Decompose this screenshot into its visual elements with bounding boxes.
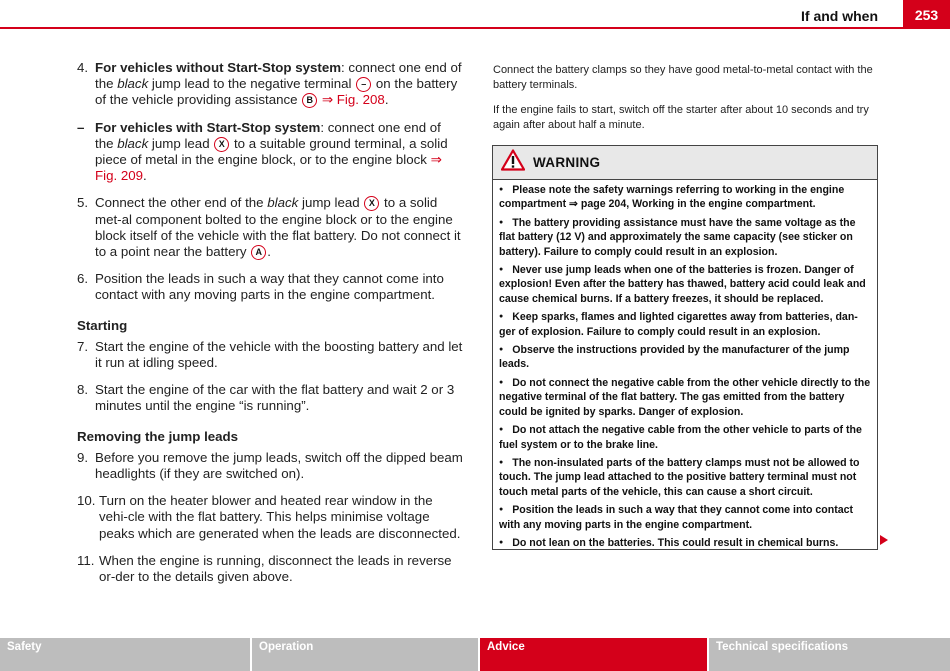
warning-box bbox=[492, 145, 878, 550]
step-11: 11. When the engine is running, disconnect the leads in reverse or-der to the details given above. bbox=[77, 552, 452, 585]
bullet-icon: ● bbox=[499, 506, 504, 514]
step-label: For vehicles without Start-Stop system bbox=[95, 60, 342, 75]
warning-title: WARNING bbox=[533, 155, 601, 170]
dash-item-start-stop: – For vehicles with Start-Stop system: connect one end of the black jump lead X to a suitable ground terminal, a solid piece of metal in the engine block, or to the engine block ⇒ Fig. 209. bbox=[77, 119, 448, 184]
warning-item: ● The battery providing assistance must have the same voltage as the flat battery (12 V) and approximately the same capacity (see sticker on battery). Failure to comply could result in an explosion. bbox=[499, 216, 856, 258]
badge-a: A bbox=[251, 245, 266, 260]
paragraph: Connect the battery clamps so they have good metal-to-metal contact with the battery terminals. bbox=[493, 64, 873, 91]
bullet-icon: ● bbox=[499, 378, 504, 386]
step-8: 8. Start the engine of the car with the flat battery and wait 2 or 3 minutes until the engine “is running”. bbox=[77, 382, 455, 414]
left-column bbox=[77, 60, 463, 596]
warning-item: ● Position the leads in such a way that they cannot come into contact with any moving parts in the engine compartment. bbox=[499, 504, 854, 531]
bullet-icon: ● bbox=[499, 218, 504, 226]
bullet-icon: ● bbox=[499, 313, 504, 321]
bullet-icon: ● bbox=[499, 458, 504, 466]
section-title: If and when bbox=[801, 8, 878, 24]
bullet-icon: ● bbox=[499, 266, 504, 274]
warning-list bbox=[493, 180, 877, 550]
warning-item: ● Keep sparks, flames and lighted cigarettes away from batteries, dan-ger of explosion. Failure to comply could result in an explosion. bbox=[499, 311, 858, 338]
header-rule bbox=[0, 27, 950, 29]
tab-safety[interactable]: Safety bbox=[0, 638, 250, 671]
step-4: 4. For vehicles without Start-Stop system: connect one end of the black jump lead to the negative terminal – on the battery of the vehicle providing assistance B ⇒ Fig. 208. bbox=[77, 60, 462, 108]
step-6: 6. Position the leads in such a way that they cannot come into contact with any moving parts in the engine compartment. bbox=[77, 271, 444, 303]
warning-item: ● Please note the safety warnings referring to working in the engine compartment ⇒ page 204, Working in the engine compartment. bbox=[499, 184, 845, 211]
badge-x: X bbox=[364, 196, 379, 211]
step-number: 4. bbox=[77, 60, 89, 75]
warning-item: ● Do not attach the negative cable from the other vehicle to parts of the fuel system or to the brake line. bbox=[499, 424, 862, 451]
warning-item: ● Observe the instructions provided by the manufacturer of the jump leads. bbox=[499, 344, 850, 371]
removing-heading: Removing the jump leads bbox=[77, 428, 239, 444]
step-7: 7. Start the engine of the vehicle with the boosting battery and let it run at idling speed. bbox=[77, 338, 463, 371]
tab-advice[interactable]: Advice bbox=[480, 638, 707, 671]
bullet-icon: ● bbox=[499, 186, 504, 193]
right-column bbox=[493, 63, 879, 143]
bullet-icon: ● bbox=[499, 426, 504, 434]
warning-triangle-icon bbox=[501, 149, 525, 176]
footer-nav bbox=[0, 638, 950, 671]
warning-item: ● Never use jump leads when one of the batteries is frozen. Danger of explosion! Even after the battery has thawed, battery acid could leak and cause chemical burns. If a battery freezes, it should be replaced. bbox=[499, 264, 866, 305]
bullet-icon: ● bbox=[499, 346, 504, 354]
badge-x: X bbox=[214, 137, 229, 152]
step-5: 5. Connect the other end of the black jump lead X to a solid met-al component bolted to the engine block or to the engine block itself of the vehicle with the flat battery. Do not connect it to a point near the battery A . bbox=[77, 195, 461, 260]
step-9: 9. Before you remove the jump leads, switch off the dipped beam headlights (if they are switched on). bbox=[77, 449, 463, 482]
figure-link[interactable]: ⇒ Fig. 209 bbox=[95, 152, 442, 184]
step-10: 10. Turn on the heater blower and heated rear window in the vehi-cle with the flat battery. This helps minimise voltage peaks which are generated when the leads are disconnected. bbox=[77, 493, 461, 541]
bullet-icon: ● bbox=[499, 538, 504, 546]
warning-item: ● Do not connect the negative cable from the other vehicle directly to the negative terminal of the flat battery. The gas emitted from the battery could be ignited by sparks. Danger of explosion. bbox=[499, 376, 871, 418]
starting-heading: Starting bbox=[77, 317, 128, 333]
warning-item: ● The non-insulated parts of the battery clamps must not be allowed to touch. The jump lead attached to the positive battery terminal must not touch metal parts of the vehicle, this can cause a short circuit. bbox=[499, 456, 860, 498]
tab-technical-specifications[interactable]: Technical specifications bbox=[709, 638, 950, 671]
negative-terminal-badge: – bbox=[356, 77, 371, 92]
paragraph: If the engine fails to start, switch off the starter after about 10 seconds and try again after about half a minute. bbox=[493, 104, 869, 131]
warning-item: ● Do not lean on the batteries. This could result in chemical burns. bbox=[499, 536, 839, 549]
page-number: 253 bbox=[903, 0, 950, 29]
warning-header bbox=[493, 146, 877, 180]
tab-operation[interactable]: Operation bbox=[252, 638, 478, 671]
badge-b: B bbox=[302, 93, 317, 108]
figure-link[interactable]: ⇒ Fig. 208 bbox=[321, 92, 385, 108]
next-page-arrow-icon[interactable] bbox=[880, 535, 888, 545]
step-label: For vehicles with Start-Stop system bbox=[95, 119, 321, 135]
